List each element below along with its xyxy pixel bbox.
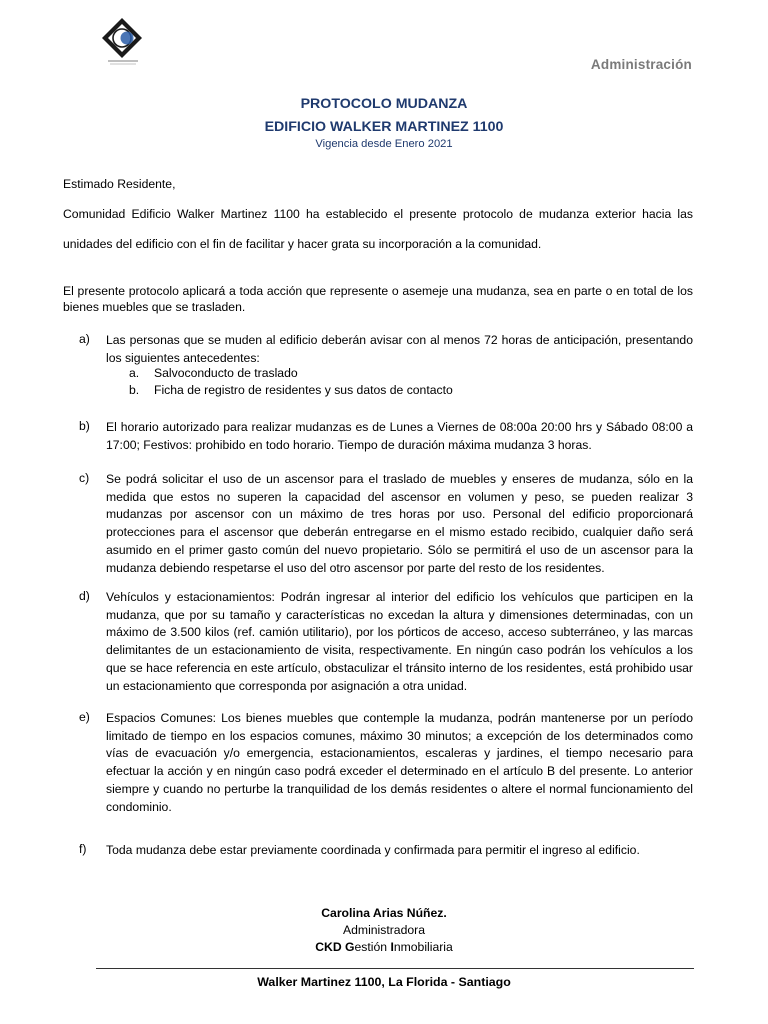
list-marker: c): [79, 471, 90, 485]
list-item-text: El horario autorizado para realizar mudanzas es de Lunes a Viernes de 08:00a 20:00 hrs y Sábado 08:00 a 17:00; Festivos: prohibido en todo horario. Tiempo de duración máxima mudanza 3 horas.: [106, 420, 693, 452]
document-subtitle: EDIFICIO WALKER MARTINEZ 1100: [264, 119, 504, 135]
signatory-name: Carolina Arias Núñez.: [321, 906, 447, 920]
intro-line-1: Comunidad Edificio Walker Martinez 1100 ha establecido el presente protocolo de mudanza exterior hacia las: [63, 207, 693, 221]
list-marker: b): [79, 419, 90, 433]
list-marker: d): [79, 589, 90, 603]
greeting: Estimado Residente,: [63, 177, 176, 191]
sub-list-text: Salvoconducto de traslado: [154, 366, 298, 380]
ckd-logo-icon: [100, 16, 150, 68]
document-title: PROTOCOLO MUDANZA: [300, 96, 468, 112]
company-text-2: nmobiliaria: [393, 940, 453, 954]
footer-divider: [96, 968, 694, 969]
signatory-role: Administradora: [343, 923, 425, 937]
sub-list-marker: a.: [129, 366, 140, 380]
list-item-text: Se podrá solicitar el uso de un ascensor para el traslado de muebles y enseres de mudanza, sólo en la medida que estos no superen la capacidad del ascensor en volumen y peso, se pueden realizar 3 mudanzas por ascensor con un máximo de tres horas por uso. Personal del edificio proporcionará protecciones para el ascensor que deberán entregarse en el mismo estado recibido, cualquier daño será asumido en el primer gasto común del nuevo propietario. Sólo se permitirá el uso de un ascensor para la mudanza debiendo respetarse el uso del otro ascensor por parte del resto de los residentes.: [106, 472, 693, 575]
list-marker: f): [79, 842, 87, 856]
list-item-text: Vehículos y estacionamientos: Podrán ingresar al interior del edificio los vehículos que participen en la mudanza, que por su tamaño y características no excedan la altura y dimensiones determinadas, con un máximo de 3.500 kilos (ref. camión utilitario), por los pórticos de acceso, acceso subterráneo, y las marcas delimitantes de un estacionamiento de visita, respectivamente. En ningún caso podrán los vehículos a los que se hace referencia en este artículo, obstaculizar el tránsito interno de los residentes, está prohibido usar un estacionamiento que corresponda por asignación a otra unidad.: [106, 590, 693, 693]
sub-list-marker: b.: [129, 383, 140, 397]
list-item-text: Espacios Comunes: Los bienes muebles que contemple la mudanza, podrán mantenerse por un período limitado de tiempo en los espacios comunes, máximo 30 minutos; a excepción de los determinados como vías de evacuación y/o emergencia, estacionamientos, escaleras y jardines, el tiempo necesario para efectuar la acción y en ningún caso podrá exceder el determinado en el artículo B del presente. Lo anterior siempre y cuando no perturbe la tranquilidad de los demás residentes o altere el normal funcionamiento del condominio.: [106, 711, 693, 814]
list-item-text: Toda mudanza debe estar previamente coordinada y confirmada para permitir el ingreso al edificio.: [106, 843, 640, 857]
scope-paragraph: El presente protocolo aplicará a toda acción que represente o asemeje una mudanza, sea en parte o en total de los bienes muebles que se trasladen.: [63, 284, 693, 314]
list-marker: e): [79, 710, 90, 724]
validity-date: Vigencia desde Enero 2021: [315, 138, 453, 150]
list-marker: a): [79, 332, 90, 346]
company-logo: [100, 16, 150, 68]
signatory-company: [0, 940, 768, 954]
list-item-text: Las personas que se muden al edificio deberán avisar con al menos 72 horas de anticipación, presentando los siguientes antecedentes:: [106, 333, 693, 365]
intro-line-2: unidades del edificio con el fin de facilitar y hacer grata su incorporación a la comunidad.: [63, 237, 542, 251]
company-bold-1: CKD G: [315, 940, 355, 954]
sub-list-text: Ficha de registro de residentes y sus datos de contacto: [154, 383, 453, 397]
company-bold-2: I: [390, 940, 394, 954]
company-text-1: estión: [354, 940, 391, 954]
section-header: Administración: [590, 57, 692, 72]
footer-address: Walker Martinez 1100, La Florida - Santiago: [257, 975, 511, 989]
